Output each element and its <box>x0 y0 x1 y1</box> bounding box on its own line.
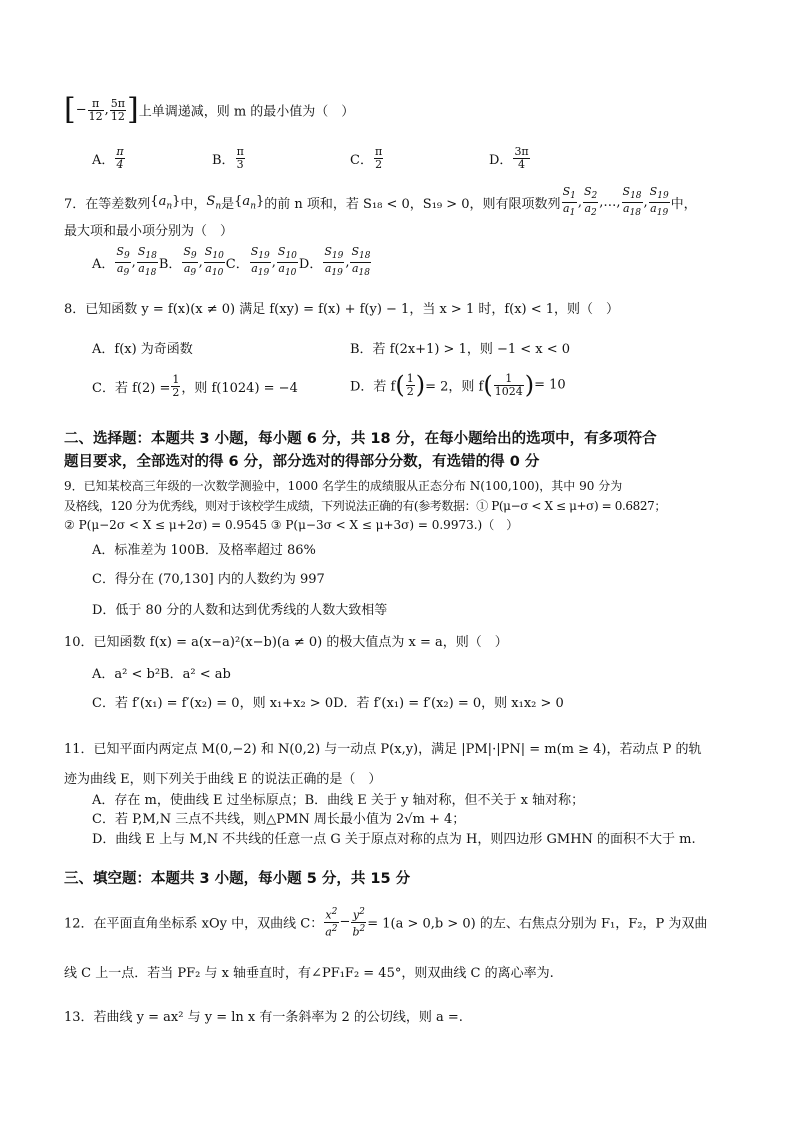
section-2-heading-line2: 题目要求，全部选对的得 6 分，部分选对的得部分分数，有选错的得 0 分 <box>64 454 540 470</box>
section-3-heading: 三、填空题：本题共 3 小题，每小题 5 分，共 15 分 <box>64 871 411 887</box>
q9-stem-line3: ② P(μ−2σ < X ≤ μ+2σ) = 0.9545 ③ P(μ−3σ < X ≤ μ+3σ) = 0.9973.)（ ） <box>64 518 519 532</box>
q8-option-b[interactable]: B．若 f(2x+1) > 1，则 −1 < x < 0 <box>350 342 571 357</box>
q6-option-a[interactable]: A． $\frac{\pi}{4}$ <box>92 145 124 171</box>
q7-options[interactable]: A． $\frac{S_9}{a_9}$ , $\frac{S_{18}}{a_{18}}$ B． $\frac{S_9}{a_9}$ , $\frac{S_{10}}{a_{10}}$ C． $\frac{S_{19}}{a_{19}}$ , $\frac{S_{10}}{a_{10}}$ D． $\frac{S_{19}}{a_{19}}$ , $\frac{S_{18}}{a_{18}}$ <box>92 245 371 279</box>
q6-interval-right: $\frac{5\pi}{12}$ <box>110 96 125 123</box>
q13-stem: 13．若曲线 y = ax² 与 y = ln x 有一条斜率为 2 的公切线，则 a =. <box>64 1010 463 1025</box>
q10-option-cd[interactable]: C．若 f′(x₁) = f′(x₂) = 0，则 x₁+x₂ > 0D．若 f′(x₁) = f′(x₂) = 0，则 x₁x₂ > 0 <box>92 696 564 711</box>
q8-option-c[interactable]: C．若 f(2) = $\frac{1}{2}$ ，则 f(1024) = −4 <box>92 373 298 399</box>
q11-option-d[interactable]: D．曲线 E 上与 M,N 不共线的任意一点 G 关于原点对称的点为 H，则四边形 GMHN 的面积不大于 m. <box>92 832 696 847</box>
q10-stem: 10．已知函数 f(x) = a(x−a)²(x−b)(a ≠ 0) 的极大值点为 x = a，则（ ） <box>64 635 508 650</box>
q10-option-ab[interactable]: A．a² < b²B．a² < ab <box>92 667 231 682</box>
q9-stem-line1: 9．已知某校高三年级的一次数学测验中，1000 名学生的成绩服从正态分布 N(100,100)，其中 90 分为 <box>64 479 623 493</box>
q7-stem-line2: 最大项和最小项分别为（ ） <box>64 224 234 239</box>
q8-option-a[interactable]: A．f(x) 为奇函数 <box>92 342 193 357</box>
q6-option-b[interactable]: B． $\frac{\pi}{3}$ <box>212 145 244 171</box>
q12-stem-line1: 12．在平面直角坐标系 xOy 中，双曲线 C： $\frac{x^2}{a^2}$ − $\frac{y^2}{b^2}$ = 1(a > 0,b > 0) 的左、右焦点分别为 F₁，F₂，P 为双曲 <box>64 907 708 939</box>
q8-option-d[interactable]: D．若 f( $\frac{1}{2}$ )= 2，则 f( $\frac{1}{1024}$ )= 10 <box>350 371 566 399</box>
q12-stem-line2: 线 C 上一点．若当 PF₂ 与 x 轴垂直时，有∠PF₁F₂ = 45°，则双曲线 C 的离心率为. <box>64 966 554 981</box>
q11-option-c[interactable]: C．若 P,M,N 三点不共线，则△PMN 周长最小值为 2√m + 4； <box>92 812 466 827</box>
q11-option-ab[interactable]: A．存在 m，使曲线 E 过坐标原点；B．曲线 E 关于 y 轴对称，但不关于 x 轴对称； <box>92 793 585 808</box>
q6-tail: 上单调递减，则 m 的最小值为（ ） <box>138 104 355 120</box>
q9-stem-line2: 及格线，120 分为优秀线，则对于该校学生成绩，下列说法正确的有(参考数据：① P(μ−σ < X ≤ μ+σ) = 0.6827； <box>64 499 666 513</box>
section-2-heading-line1: 二、选择题：本题共 3 小题，每小题 6 分，共 18 分，在每小题给出的选项中，有多项符合 <box>64 431 657 447</box>
q6-interval-line: [− $\frac{\pi}{12}$ , $\frac{5\pi}{12}$ ]上单调递减，则 m 的最小值为（ ） <box>64 92 355 127</box>
q8-stem: 8．已知函数 y = f(x)(x ≠ 0) 满足 f(xy) = f(x) + f(y) − 1，当 x > 1 时，f(x) < 1，则（ ） <box>64 302 620 317</box>
q6-interval-left: $\frac{\pi}{12}$ <box>88 96 103 123</box>
q11-stem-line2: 迹为曲线 E，则下列关于曲线 E 的说法正确的是（ ） <box>64 772 382 787</box>
q6-option-d[interactable]: D． $\frac{3\pi}{4}$ <box>489 145 529 171</box>
q7-stem-line1: 7．在等差数列$\{a_n\}$中，$S_n$是$\{a_n\}$的前 n 项和，若 S₁₈ < 0，S₁₉ > 0，则有限项数列 $\frac{S_1}{a_1}$ , $\frac{S_2}{a_2}$ ,…, $\frac{S_{18}}{a_{18}}$ , $\frac{S_{19}}{a_{19}}$ 中， <box>64 185 697 219</box>
q9-option-d[interactable]: D．低于 80 分的人数和达到优秀线的人数大致相等 <box>92 603 388 618</box>
q9-option-c[interactable]: C．得分在 (70,130] 内的人数约为 997 <box>92 572 325 587</box>
q11-stem-line1: 11．已知平面内两定点 M(0,−2) 和 N(0,2) 与一动点 P(x,y)，满足 |PM|·|PN| = m(m ≥ 4)，若动点 P 的轨 <box>64 742 702 757</box>
q9-option-ab[interactable]: A．标准差为 100B．及格率超过 86% <box>92 543 316 558</box>
q6-option-c[interactable]: C． $\frac{\pi}{2}$ <box>350 145 383 171</box>
